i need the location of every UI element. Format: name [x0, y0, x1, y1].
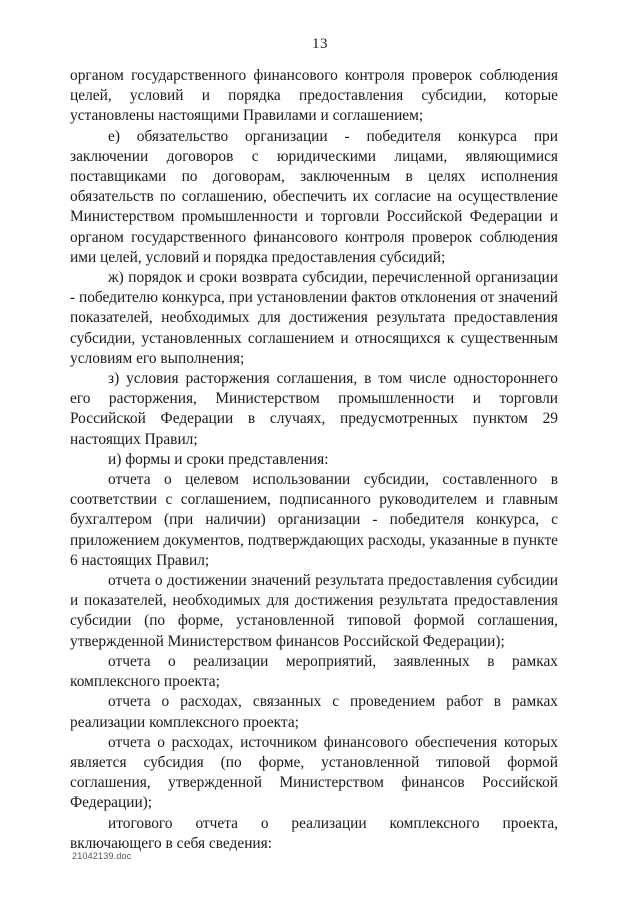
document-file-code: 21042139.doc — [72, 851, 132, 861]
page-number: 13 — [312, 36, 328, 52]
paragraph-item-zh: ж) порядок и сроки возврата субсидии, перечисленной организации - победителю конкурса, при установлении фактов отклонения от значений показателей, необходимых для достижения результата предоставления субсидии, установленных соглашением и относящихся к существенным условиям его выполнения; — [70, 269, 558, 367]
paragraph-continuation: органом государственного финансового контроля проверок соблюдения целей, условий и порядка предоставления субсидии, которые установлены настоящими Правилами и соглашением; — [70, 67, 558, 125]
paragraph-subitem-results-report: отчета о достижении значений результата предоставления субсидии и показателей, необходимых для достижения результата предоставления субсидии (по форме, установленной типовой формой соглашения, утвержденной Министерством финансов Российской Федерации); — [70, 572, 558, 650]
paragraph-item-e: е) обязательство организации - победителя конкурса при заключении договоров с юридическими лицами, являющимися поставщиками по договорам, заключенным в целях исполнения обязательств по соглашению, обеспечить их согласие на осуществление Министерством промышленности и торговли Российской Федерации и органом государственного финансового контроля проверок соблюдения ими целей, условий и порядка предоставления субсидий; — [70, 127, 558, 266]
document-body — [70, 66, 558, 854]
paragraph-subitem-subsidy-expenses-report: отчета о расходах, источником финансового обеспечения которых является субсидия (по форме, установленной типовой формой соглашения, утвержденной Министерством финансов Российской Федерации); — [70, 733, 558, 812]
paragraph-subitem-target-use-report: отчета о целевом использовании субсидии, составленного в соответствии с соглашением, подписанного руководителем и главным бухгалтером (при наличии) организации - победителя конкурса, с приложением документов, подтверждающих расходы, указанные в пункте 6 настоящих Правил; — [70, 471, 558, 569]
paragraph-subitem-works-expenses-report: отчета о расходах, связанных с проведением работ в рамках реализации комплексного проекта; — [70, 693, 558, 731]
paragraph-subitem-final-report: итогового отчета о реализации комплексного проекта, включающего в себя сведения: — [70, 814, 558, 852]
paragraph-subitem-activities-report: отчета о реализации мероприятий, заявленных в рамках комплексного проекта; — [70, 652, 558, 691]
paragraph-item-i: и) формы и сроки представления: — [108, 450, 329, 468]
paragraph-item-z: з) условия расторжения соглашения, в том числе одностороннего его расторжения, Министерством промышленности и торговли Российской Федерации в случаях, предусмотренных пунктом 29 настоящих Правил; — [70, 370, 558, 448]
